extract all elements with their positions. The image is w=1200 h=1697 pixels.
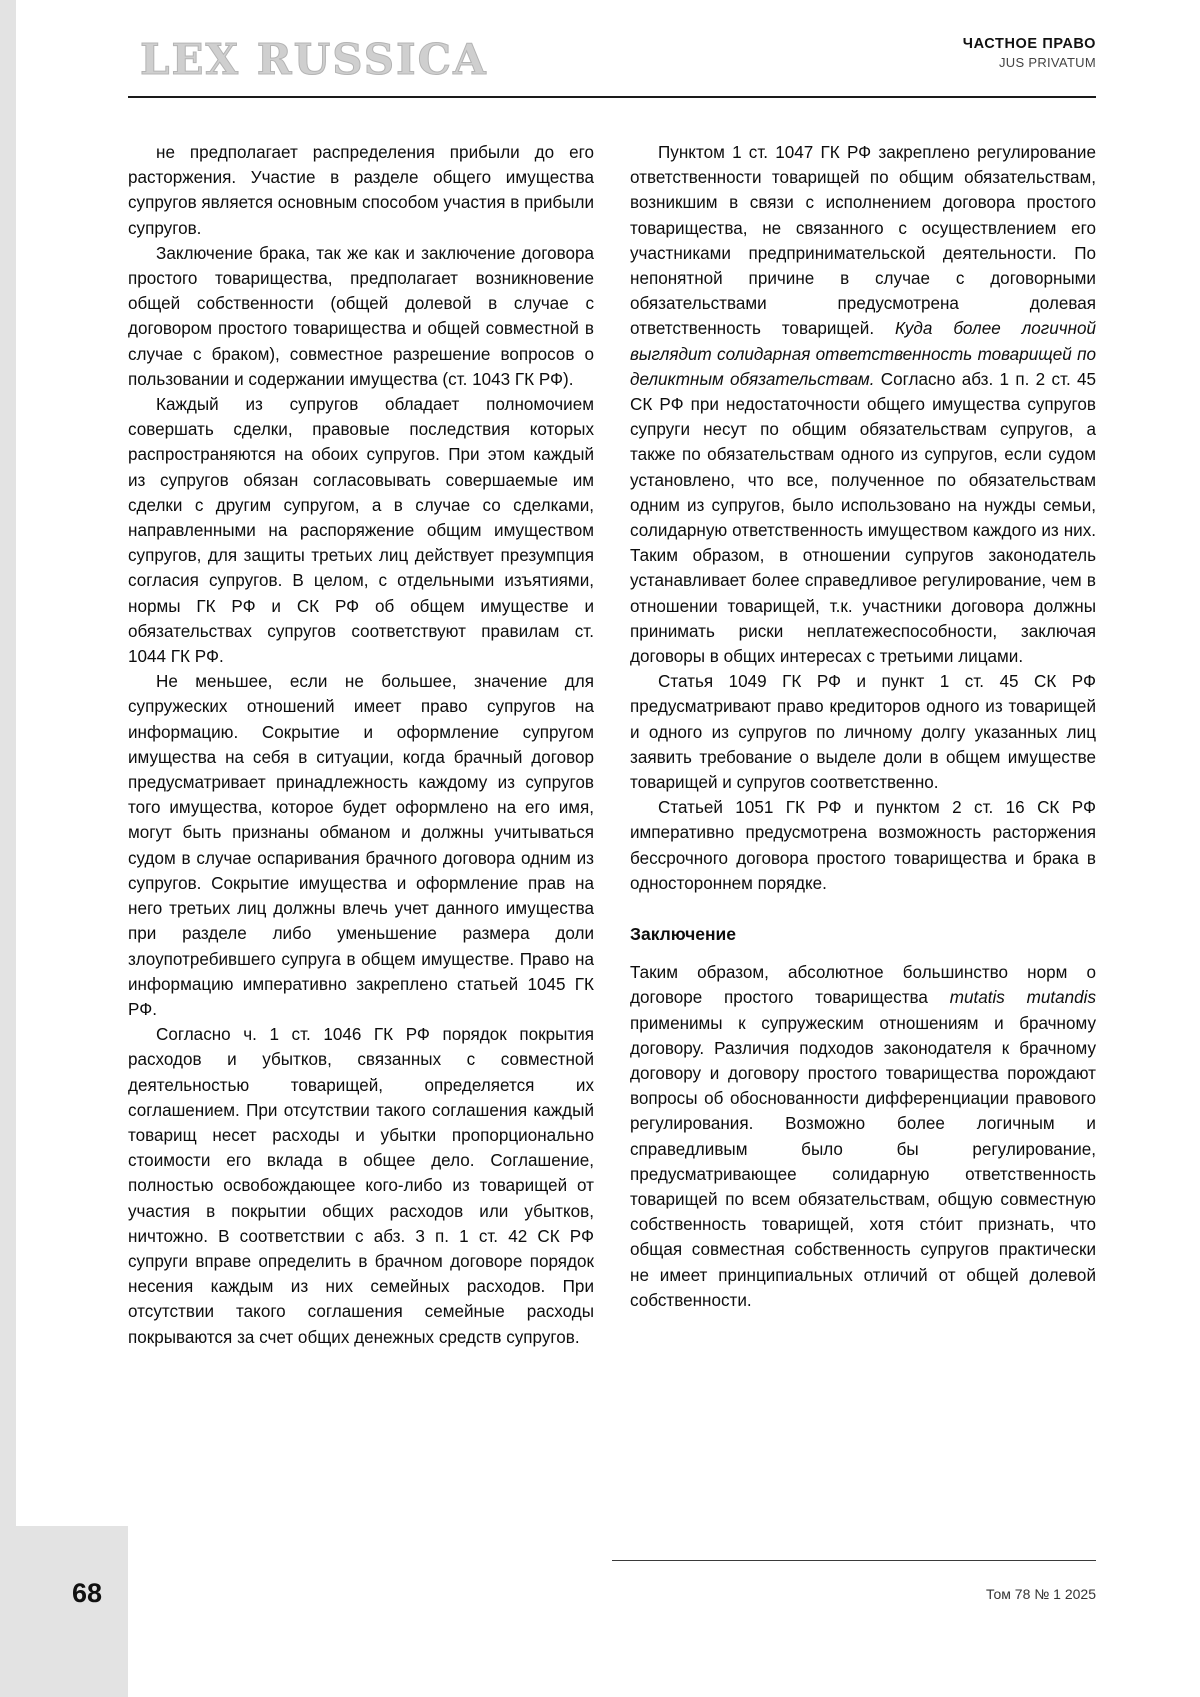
latin-phrase: mutatis mutandis xyxy=(949,988,1096,1008)
left-footer-band xyxy=(0,1526,128,1697)
left-margin-band xyxy=(0,0,16,1697)
issue-info: Том 78 № 1 2025 xyxy=(986,1586,1096,1602)
paragraph: Согласно ч. 1 ст. 1046 ГК РФ порядок покрытия расходов и убытков, связанных с совместной деятельностью товарищей, определяется их соглашением. При отсутствии такого соглашения каждый товарищ несет расходы и убытки пропорционально стоимости его вклада в общее дело. Соглашение, полностью освобождающее кого-либо из товарищей от участия в покрытии общих расходов или убытков, ничтожно. В соответствии с абз. 3 п. 1 ст. 42 СК РФ супруги вправе определить в брачном договоре порядок несения каждым из них семейных расходов. При отсутствии такого соглашения семейные расходы покрываются за счет общих денежных средств супругов. xyxy=(128,1025,594,1347)
paragraph-text: Таким образом, абсолютное большинство норм о договоре простого товарищества xyxy=(630,963,1096,1008)
paragraph: Статьей 1051 ГК РФ и пунктом 2 ст. 16 СК РФ императивно предусмотрена возможность расторжения бессрочного договора простого товарищества и брака в одностороннем порядке. xyxy=(630,798,1096,893)
paragraph-with-emphasis xyxy=(630,140,1096,669)
page-number: 68 xyxy=(72,1578,103,1608)
journal-title: LEX RUSSICA xyxy=(140,35,488,84)
section-header xyxy=(963,36,1096,70)
header-divider xyxy=(128,96,1096,98)
section-heading: Заключение xyxy=(630,924,737,945)
paragraph: Статья 1049 ГК РФ и пункт 1 ст. 45 СК РФ предусматривают право кредиторов одного из товарищей и одного из супругов по личному долгу указанных лиц заявить требование о выделе доли в общем имуществе товарищей и супругов соответственно. xyxy=(630,672,1096,793)
paragraph: Каждый из супругов обладает полномочием совершать сделки, правовые последствия которых распространяются на обоих супругов. При этом каждый из супругов обязан согласовывать совершаемые им сделки с другим супругом, а в случае со сделками, направленными на распоряжение общим имуществом супругов, для защиты третьих лиц действует презумпция согласия супругов. В целом, с отдельными изъятиями, нормы ГК РФ и СК РФ об общем имуществе и обязательствах супругов соответствуют правилам ст. 1044 ГК РФ. xyxy=(128,395,594,667)
footer-divider xyxy=(612,1560,1096,1561)
emphasized-text: Куда более логичной выглядит солидарная ответственность товарищей по деликтным обязательствам. xyxy=(630,319,1096,389)
paragraph: Заключение брака, так же как и заключение договора простого товарищества, предполагает возникновение общей собственности (общей долевой в случае с договором простого товарищества и общей совместной в случае с браком), совместное разрешение вопросов о пользовании и содержании имущества (ст. 1043 ГК РФ). xyxy=(128,243,594,389)
right-column xyxy=(630,140,1096,1350)
section-title-ru: ЧАСТНОЕ ПРАВО xyxy=(962,36,1096,52)
paragraph-text: Согласно абз. 1 п. 2 ст. 45 СК РФ при недостаточности общего имущества супругов супруги несут по общим обязательствам супругов, а также по обязательствам одного из супругов, если судом установлено, что все, полученное по обязательствам одним из супругов, было использовано на нужды семьи, солидарную ответственность имуществом каждого из них. Таким образом, в отношении супругов законодатель устанавливает более справедливое регулирование, чем в отношении товарищей, т.к. участники договора должны принимать риски неплатежеспособности, заключая договоры в общих интересах с третьими лицами. xyxy=(630,369,1096,667)
paragraph-text: Пунктом 1 ст. 1047 ГК РФ закреплено регулирование ответственности товарищей по общим обязательствам, возникшим в связи с исполнением договора простого товарищества, не связанного с осуществлением его участниками предпринимательской деятельности. По непонятной причине в случае с договорными обязательствами предусмотрена долевая ответственность товарищей. xyxy=(630,143,1096,339)
paragraph: не предполагает распределения прибыли до его расторжения. Участие в разделе общего имущества супругов является основным способом участия в прибыли супругов. xyxy=(128,143,595,238)
paragraph: Не меньшее, если не большее, значение для супружеских отношений имеет право супругов на информацию. Сокрытие и оформление супругом имущества на себя в ситуации, когда брачный договор предусматривает принадлежность каждому из супругов того имущества, которое будет оформлено на его имя, могут быть признаны обманом и должны учитываться судом в случае оспаривания брачного договора одним из супругов. Сокрытие имущества и оформление прав на него третьих лиц должны влечь учет данного имущества при разделе либо уменьшение размера доли злоупотребившего супруга в общем имуществе. Право на информацию императивно закреплено статьей 1045 ГК РФ. xyxy=(128,672,594,1019)
conclusion-paragraph xyxy=(630,960,1096,1313)
paragraph-text: применимы к супружеским отношениям и брачному договору. Различия подходов законодателя к брачному договору и договору простого товарищества порождают вопросы об обоснованности дифференциации правового регулирования. Возможно более логичным и справедливым было бы регулирование, предусматривающее солидарную ответственность товарищей по всем обязательствам, общую совместную собственность товарищей, хотя стóит признать, что общая совместная собственность супругов практически не имеет принципиальных отличий от общей долевой собственности. xyxy=(630,1013,1096,1310)
left-column xyxy=(128,140,594,1350)
article-body xyxy=(128,140,1096,1350)
journal-masthead xyxy=(140,30,488,90)
section-title-latin: JUS PRIVATUM xyxy=(998,55,1096,70)
